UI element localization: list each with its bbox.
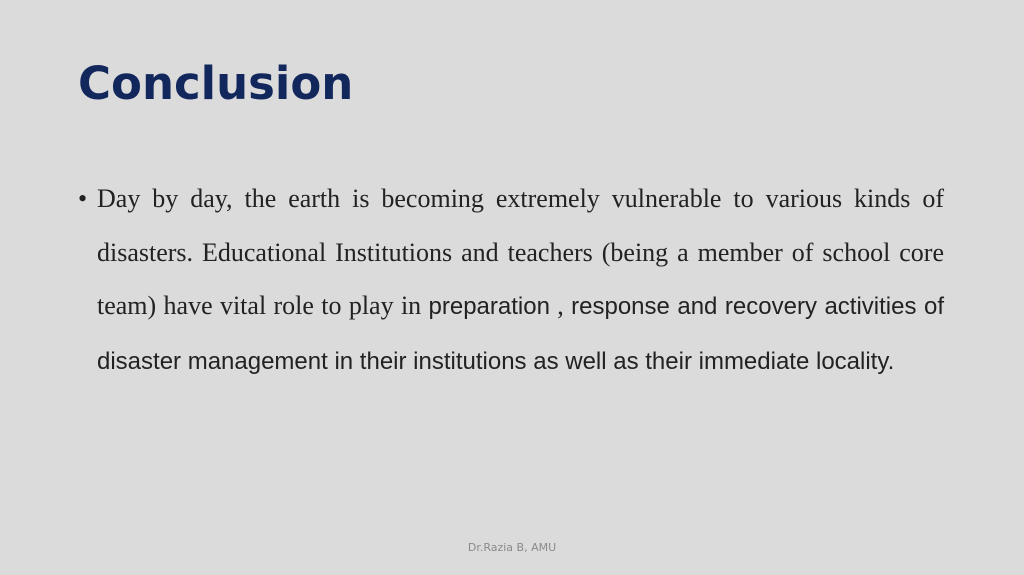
bullet-text-part2: preparation <box>428 293 550 320</box>
slide-title: Conclusion <box>78 57 354 110</box>
bullet-text <box>97 172 944 388</box>
slide-footer: Dr.Razia B, AMU <box>467 541 557 554</box>
bullet-text-part1: Day by day, the earth is becoming extremely vulnerable to various kinds of disasters. Educational Institutions and teachers (being a member of school core team) have vital role to play in <box>97 184 944 320</box>
bullet-text-part3: , <box>549 291 572 320</box>
bullet-item <box>78 172 944 388</box>
bullet-text-part4: response and recovery activities of disaster management in their institutions as well as their immediate locality. <box>97 293 945 375</box>
bullet-dot: • <box>78 184 88 213</box>
